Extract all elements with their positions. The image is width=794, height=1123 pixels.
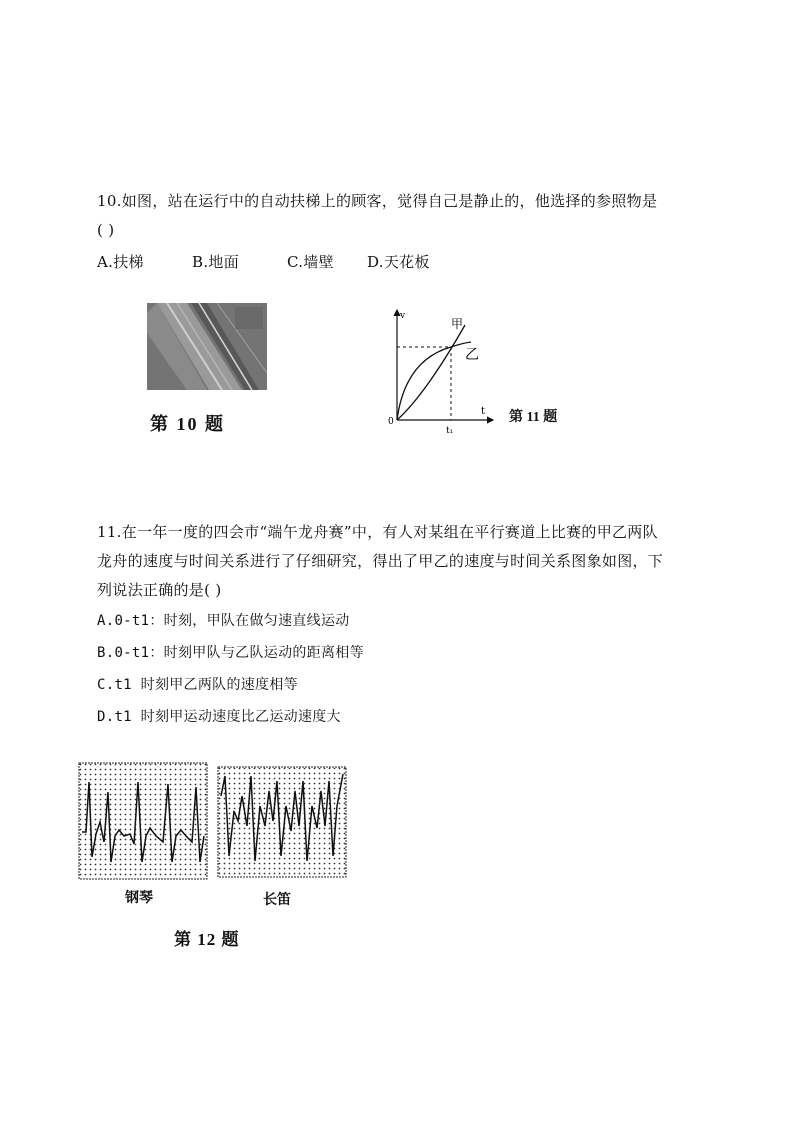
label-t1: t₁	[446, 426, 454, 435]
piano-waveform	[78, 762, 208, 882]
question-11-line1: 11.在一年一度的四会市“端午龙舟赛”中，有人对某组在平行赛道上比赛的甲乙两队	[97, 523, 658, 541]
question-11-line2: 龙舟的速度与时间关系进行了仔细研究，得出了甲乙的速度与时间关系图象如图，下	[97, 552, 664, 570]
flute-waveform	[217, 766, 347, 880]
curve-jia	[397, 325, 465, 420]
option-d: D.t1 时刻甲运动速度比乙运动速度大	[97, 709, 341, 725]
option-b: B.0-t1：时刻甲队与乙队运动的距离相等	[97, 645, 364, 661]
label-v: v	[400, 311, 406, 321]
question-10	[97, 187, 697, 277]
question-10-options	[97, 248, 697, 277]
piano-label: 钢琴	[125, 891, 153, 906]
escalator-photo	[147, 303, 267, 390]
option-b: B.地面	[192, 253, 239, 271]
label-yi: 乙	[465, 347, 479, 363]
question-11	[97, 518, 697, 733]
option-c: C.t1 时刻甲乙两队的速度相等	[97, 677, 298, 693]
figure-10-caption: 第 10 题	[150, 414, 225, 434]
label-t: t	[481, 406, 486, 417]
option-d: D.天花板	[367, 253, 430, 271]
question-11-line3: 列说法正确的是( )	[97, 581, 222, 599]
option-c: C.墙壁	[287, 253, 334, 271]
figure-11-caption: 第 11 题	[509, 410, 558, 425]
label-jia: 甲	[451, 317, 464, 331]
option-a: A.0-t1：时刻，甲队在做匀速直线运动	[97, 613, 350, 629]
question-10-stem-line1: 10.如图，站在运行中的自动扶梯上的顾客，觉得自己是静止的，他选择的参照物是	[97, 192, 658, 210]
flute-label: 长笛	[263, 893, 291, 908]
option-a: A.扶梯	[97, 253, 144, 271]
figure-11-vt-graph	[385, 300, 500, 435]
label-origin: 0	[388, 417, 394, 427]
escalator-photo-texture	[147, 303, 267, 390]
figure-12-caption: 第 12 题	[174, 930, 240, 949]
question-10-stem-line2: ( )	[97, 221, 115, 239]
